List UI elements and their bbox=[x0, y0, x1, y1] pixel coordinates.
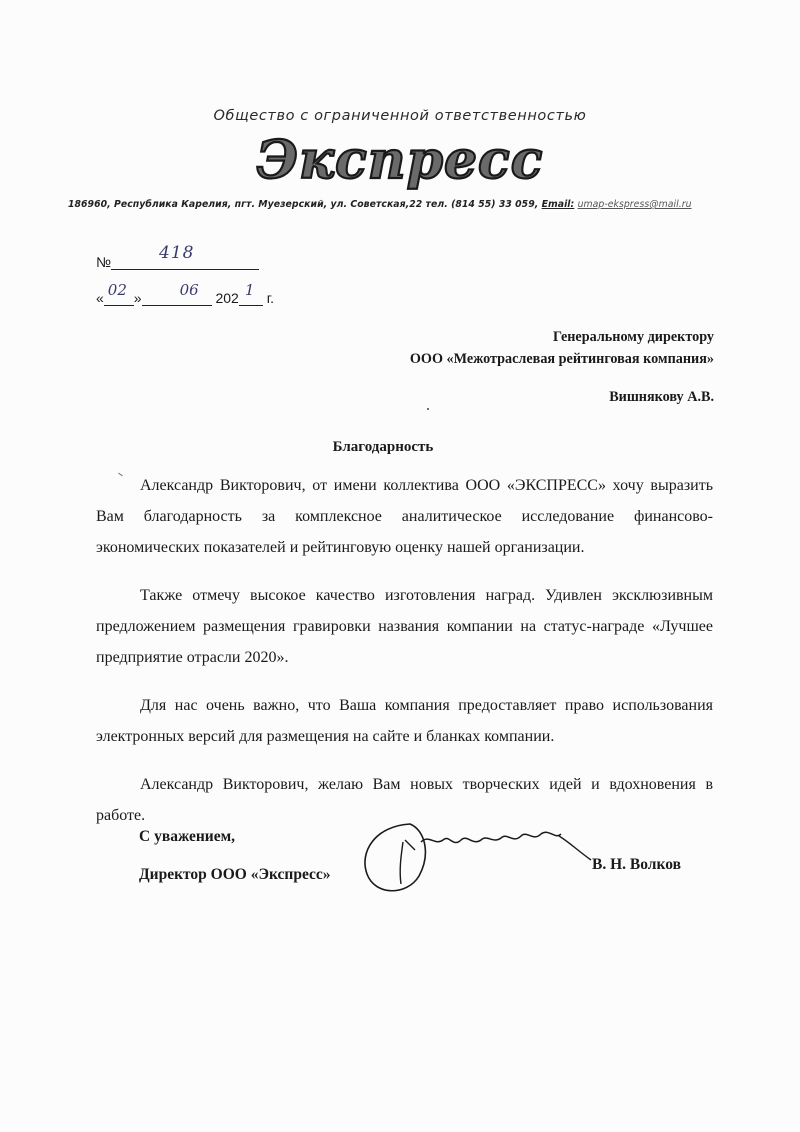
letter-body bbox=[96, 470, 713, 848]
date-year-prefix: 202 bbox=[215, 290, 239, 306]
closing-regards: С уважением, bbox=[139, 828, 236, 845]
paragraph-1: Александр Викторович, от имени коллектива ООО «ЭКСПРЕСС» хочу выразить Вам благодарность за комплексное аналитическое исследование финансово-экономических показателей и рейтинговую оценку нашей организации. bbox=[96, 477, 713, 556]
email-label: Email: bbox=[541, 199, 575, 210]
number-label: № bbox=[96, 254, 112, 270]
closing-block bbox=[139, 818, 331, 894]
company-logo bbox=[240, 128, 560, 190]
company-logo-text: Экспресс bbox=[256, 130, 544, 190]
number-field bbox=[111, 243, 259, 270]
date-year-suffix: г. bbox=[266, 290, 275, 306]
paragraph-2: Также отмечу высокое качество изготовления наград. Удивлен эксклюзивным предложением размещения гравировки названия компании на статус-награде «Лучшее предприятие отрасли 2020». bbox=[96, 587, 713, 666]
org-type-line: Общество с ограниченной ответственностью bbox=[213, 108, 587, 124]
handwritten-signature bbox=[355, 812, 605, 902]
date-quote-open: « bbox=[96, 290, 104, 306]
addressee-name: Вишнякову А.В. bbox=[609, 389, 714, 405]
date-month-field bbox=[142, 281, 212, 306]
addressee-line-1: Генеральному директору bbox=[553, 329, 714, 345]
addressee-line-2: ООО «Межотраслевая рейтинговая компания» bbox=[409, 351, 714, 367]
date-quote-close: » bbox=[133, 290, 142, 306]
outgoing-date bbox=[96, 281, 275, 306]
number-handwritten: 418 bbox=[159, 243, 195, 263]
closing-position: Директор ООО «Экспресс» bbox=[139, 866, 331, 883]
address-text: 186960, Республика Карелия, пгт. Муезерский, ул. Советская,22 тел. (814 55) 33 059, bbox=[68, 199, 539, 210]
paragraph-4: Александр Викторович, желаю Вам новых творческих идей и вдохновения в работе. bbox=[96, 776, 713, 824]
document-title: Благодарность bbox=[332, 439, 434, 455]
date-year-handwritten: 1 bbox=[244, 281, 255, 299]
addressee-block bbox=[410, 326, 714, 408]
date-year-field bbox=[239, 281, 263, 306]
outgoing-number bbox=[96, 243, 259, 270]
date-month-handwritten: 06 bbox=[179, 281, 199, 299]
signer-name: В. Н. Волков bbox=[592, 856, 681, 873]
date-day-field bbox=[104, 281, 134, 306]
company-address bbox=[68, 199, 748, 210]
paragraph-3: Для нас очень важно, что Ваша компания предоставляет право использования электронных версий для размещения на сайте и бланках компании. bbox=[96, 697, 713, 745]
email-link[interactable]: umap-ekspress@mail.ru bbox=[577, 199, 692, 210]
date-day-handwritten: 02 bbox=[107, 281, 127, 299]
stray-dot bbox=[427, 408, 429, 410]
